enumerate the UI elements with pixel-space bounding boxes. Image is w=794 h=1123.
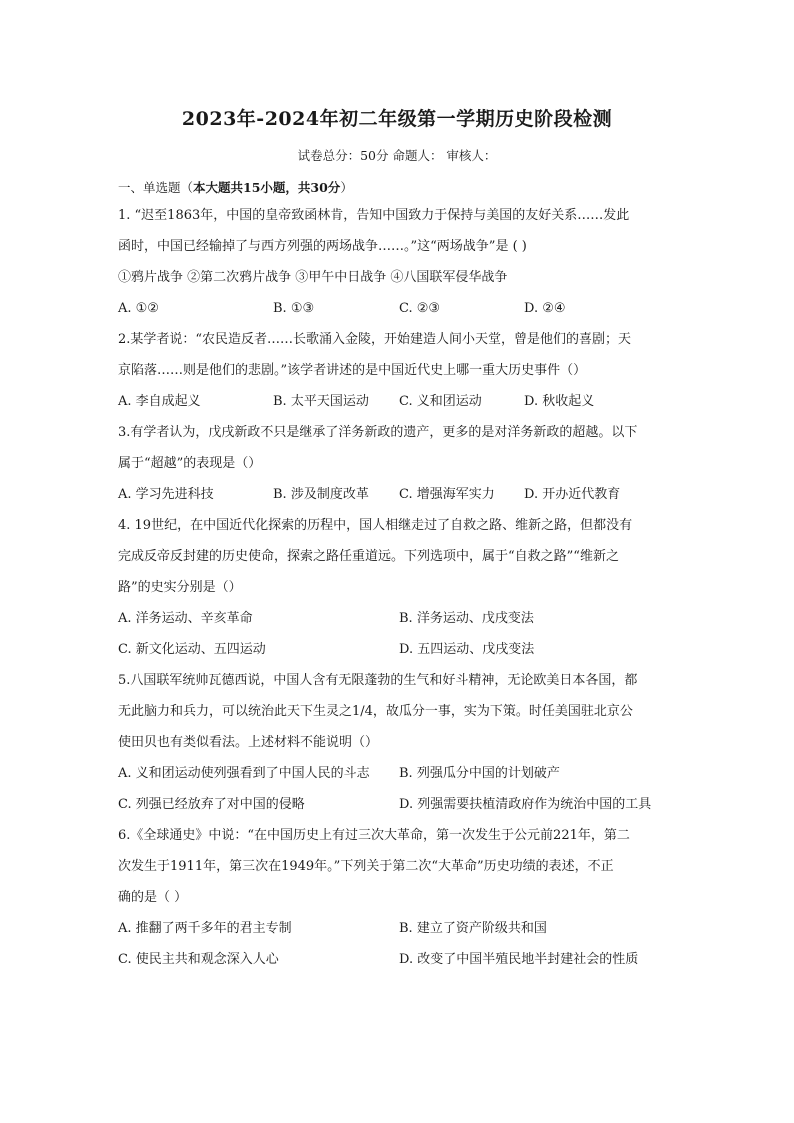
q4-line-3: 路”的史实分别是（） [118, 580, 242, 595]
q2-line-2: 京陷落……则是他们的悲剧。”该学者讲述的是中国近代史上哪一重大历史事件（） [118, 363, 587, 378]
q6-option-b: B. 建立了资产阶级共和国 [399, 921, 547, 936]
q5-line-3: 使田贝也有类似看法。上述材料不能说明（） [118, 735, 379, 750]
q5-option-a: A. 义和团运动使列强看到了中国人民的斗志 [118, 766, 370, 781]
q5-option-c: C. 列强已经放弃了对中国的侵略 [118, 797, 305, 812]
q3-line-2: 属于“超越”的表现是（） [118, 456, 262, 471]
q6-option-d: D. 改变了中国半殖民地半封建社会的性质 [399, 952, 639, 967]
q1-option-a: A. ①② [118, 301, 159, 316]
q4-option-c: C. 新文化运动、五四运动 [118, 642, 266, 657]
q1-line-2: 函时，中国已经输掉了与西方列强的两场战争……。”这“两场战争”是 ( ) [118, 239, 527, 254]
q5-line-2: 无此脑力和兵力，可以统治此天下生灵之1/4，故瓜分一事，实为下策。时任美国驻北京公 [118, 704, 633, 719]
section-prefix: 一、单选题（ [118, 180, 194, 195]
q5-option-d: D. 列强需要扶植清政府作为统治中国的工具 [399, 797, 652, 812]
q5-option-b: B. 列强瓜分中国的计划破产 [399, 766, 560, 781]
q6-option-a: A. 推翻了两千多年的君主专制 [118, 921, 292, 936]
q4-option-d: D. 五四运动、戊戌变法 [399, 642, 535, 657]
q4-option-b: B. 洋务运动、戊戌变法 [399, 611, 534, 626]
q1-option-c: C. ②③ [399, 301, 441, 316]
q4-line-2: 完成反帝反封建的历史使命，探索之路任重道远。下列选项中，属于“自救之路”“维新之 [118, 549, 619, 564]
section-suffix: ） [340, 180, 353, 195]
q3-option-d: D. 开办近代教育 [524, 487, 621, 502]
q3-option-c: C. 增强海军实力 [399, 487, 495, 502]
q1-option-b: B. ①③ [273, 301, 315, 316]
q3-option-b: B. 涉及制度改革 [273, 487, 369, 502]
q2-option-b: B. 太平天国运动 [273, 394, 369, 409]
q1-option-d: D. ②④ [524, 301, 566, 316]
q1-line-1: 1. “迟至1863年，中国的皇帝致函林肯，告知中国致力于保持与美国的友好关系……发此 [118, 208, 630, 223]
q1-line-3: ①鸦片战争 ②第二次鸦片战争 ③甲午中日战争 ④八国联军侵华战争 [118, 270, 508, 285]
q2-option-d: D. 秋收起义 [524, 394, 595, 409]
q2-option-a: A. 李自成起义 [118, 394, 201, 409]
q4-option-a: A. 洋务运动、辛亥革命 [118, 611, 253, 626]
q4-line-1: 4. 19世纪，在中国近代化探索的历程中，国人相继走过了自救之路、维新之路，但都没有 [118, 518, 633, 533]
q5-line-1: 5.八国联军统帅瓦德西说，中国人含有无限蓬勃的生气和好斗精神，无论欧美日本各国，都 [118, 673, 638, 688]
q6-option-c: C. 使民主共和观念深入人心 [118, 952, 279, 967]
exam-meta: 试卷总分：50分 命题人： 审核人： [297, 148, 497, 163]
exam-title: 2023年-2024年初二年级第一学期历史阶段检测 [181, 108, 613, 130]
section-bold: 本大题共15小题，共30分 [193, 180, 341, 195]
q2-line-1: 2.某学者说：“农民造反者……长歌涌入金陵，开始建造人间小天堂，曾是他们的喜剧；天 [118, 332, 632, 347]
q3-option-a: A. 学习先进科技 [118, 487, 214, 502]
q2-option-c: C. 义和团运动 [399, 394, 482, 409]
q3-line-1: 3.有学者认为，戊戌新政不只是继承了洋务新政的遗产，更多的是对洋务新政的超越。以下 [118, 425, 638, 440]
q6-line-2: 次发生于1911年，第三次在1949年。”下列关于第二次“大革命”历史功绩的表述，不正 [118, 859, 614, 874]
q6-line-3: 确的是（ ） [118, 890, 188, 905]
q6-line-1: 6.《全球通史》中说：“在中国历史上有过三次大革命，第一次发生于公元前221年，第二 [118, 828, 630, 843]
section-heading [118, 178, 353, 196]
